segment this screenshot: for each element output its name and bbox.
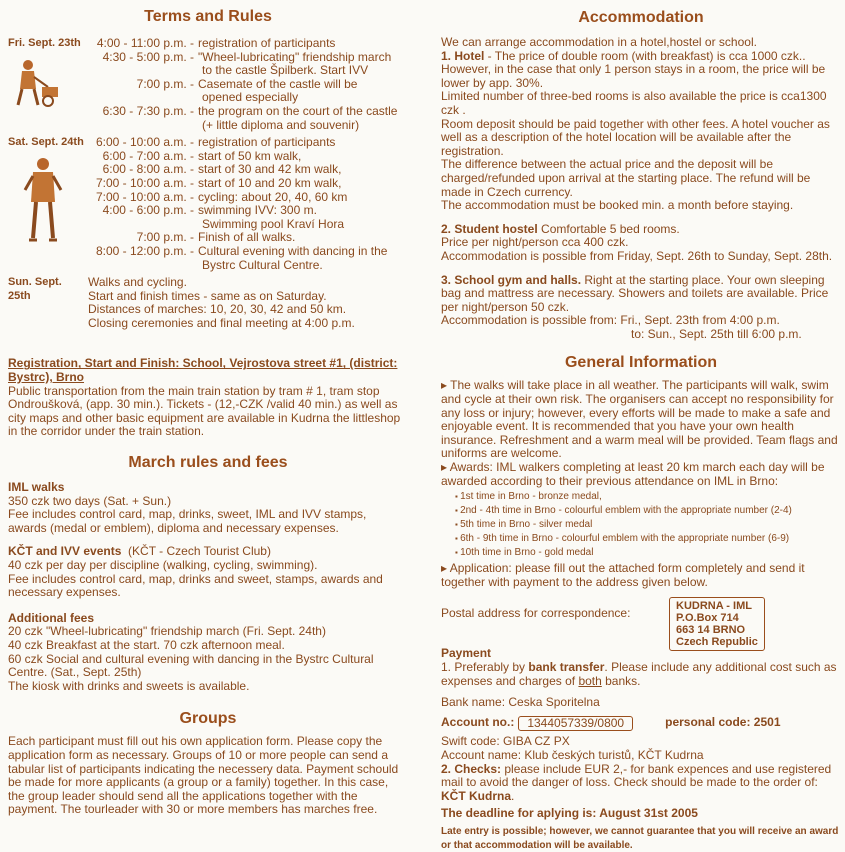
schedule-row [86,245,408,259]
swift-code: Swift code: GIBA CZ PX [441,734,570,749]
schedule-event: Cultural evening with dancing in the [198,243,388,258]
groups-title: Groups [179,710,237,728]
iml-line-1: 350 czk two days (Sat. + Sun.) [8,493,172,508]
hotel-text: - The price of double room (with breakfast) is cca 1000 czk.. However, in the case that only 1 person stays in a room, the price will be lower by app. 30%. [441,48,826,90]
school-more-1: Accommodation is possible from: Fri., Sept. 23th from 4:00 p.m. [441,313,780,328]
account-row [441,716,841,732]
schedule-event: opened especially [202,90,299,105]
sunday-line: Closing ceremonies and final meeting at 4:00 p.m. [88,315,355,330]
sunday-schedule [8,276,408,330]
saturday-rows [86,136,408,272]
schedule-row [86,163,408,177]
walker-cart-illustration [8,57,62,113]
schedule-event: registration of participants [198,36,336,50]
arrow-icon: ▸ [441,561,450,576]
schedule-event: Casemate of the castle will be [198,76,358,91]
schedule-row [86,259,408,273]
schedule-time [86,218,198,232]
schedule-time: 7:00 - 10:00 a.m. - [95,175,194,190]
terms-title: Terms and Rules [144,8,272,25]
schedule-time: 6:00 - 7:00 a.m. - [102,148,194,163]
hostel-more-1: Price per night/person cca 400 czk. [441,235,629,250]
arrow-icon: ▸ [441,378,451,393]
schedule-time: 8:00 - 12:00 p.m. - [95,243,194,258]
additional-fees-title: Additional fees [8,610,95,625]
add-line-3: 60 czk Social and cultural evening with dancing in the Bystrc Cultural Centre. (Sat., Sept. 25th) [8,651,374,680]
kct-title: KČT and IVV events [8,544,122,559]
schedule-event: Finish of all walks. [198,230,296,245]
payment-title: Payment [441,646,492,661]
right-column [441,0,841,852]
kct-line-1: 40 czk per day per discipline (walking, cycling, swimming). [8,558,318,572]
general-p2: ▸ Awards: IML walkers completing at least 20 km march each day will be awarded according to their previous attendance on IML in Brno: [441,460,825,488]
schedule-time: 6:30 - 7:30 p.m. - [102,103,194,118]
school-paragraph [441,274,841,315]
schedule-event: to the castle Špilberk. Start IVV [202,63,369,78]
award-item: ▪ 5th time in Brno - silver medal [455,518,841,532]
sunday-line: Start and finish times - same as on Saturday. [88,288,327,303]
schedule-row [86,150,408,164]
schedule-event: swimming IVV: 300 m. [198,203,317,218]
address-line: P.O.Box 714 [676,612,739,625]
address-box [669,597,765,651]
accommodation-title: Accommodation [578,9,704,26]
award-item: ▪ 2nd - 4th time in Brno - colourful emblem with the appropriate number (2-4) [455,504,841,518]
postal-label: Postal address for correspondence: [441,606,631,621]
schedule-event: "Wheel-lubricating" friendship march [198,49,392,64]
friday-rows [86,37,408,132]
schedule-row [86,64,408,78]
schedule-event: registration of participants [198,135,336,150]
dancer-illustration [16,156,70,246]
accommodation-intro: We can arrange accommodation in a hotel,hostel or school. [441,35,757,49]
kct-line-2: Fee includes control card, map, drinks and sweet, stamps, awards and necessary expenses. [8,571,383,600]
hotel-paragraph [441,50,841,91]
schedule-event: start of 10 and 20 km walk, [198,175,342,190]
hostel-more-2: Accommodation is possible from Friday, Sept. 26th to Sunday, Sept. 28th. [441,248,833,263]
schedule-time: 7:00 - 10:00 a.m. - [95,189,194,204]
saturday-label: Sat. Sept. 24th [8,136,84,149]
schedule-event: Bystrc Cultural Centre. [202,257,323,272]
registration-heading: Registration, Start and Finish: School, Vejrostova street #1, (district: Bystrc), Brno [8,356,398,385]
left-column [8,0,408,817]
payment-bank-transfer: 1. Preferably by bank transfer. Please include any additional cost such as expenses and charges of both banks. [441,660,837,688]
award-item: ▪ 6th - 9th time in Brno - colourful emblem with the appropriate number (6-9) [455,532,841,546]
schedule-row [86,204,408,218]
friday-schedule [8,37,408,132]
schedule-event: the program on the court of the castle [198,103,398,118]
schedule-time [86,91,198,105]
schedule-row [86,231,408,245]
account-label: Account no.: [441,714,515,729]
kct-heading [8,545,408,559]
general-p1: ▸ The walks will take place in all weather. The participants will walk, swim and cycle at their own risk. The organisers can accept no responsibility for any loss or injury; however, every efforts will be made to make a safe and enjoyable event. It is recommended that you have your own health insurance. Refreshment and a warm meal will be provided. Team flags and uniforms are welcome. [441,378,838,461]
march-rules-title: March rules and fees [128,454,288,472]
personal-code: personal code: 2501 [665,714,781,729]
general-info-title: General Information [564,354,718,372]
schedule-row [86,37,408,51]
schedule-event: (+ little diploma and souvenir) [202,117,360,132]
award-item: ▪ 1st time in Brno - bronze medal, [455,490,841,504]
account-number-box: 1344057339/0800 [518,716,633,732]
bank-name: Bank name: Ceska Sporitelna [441,695,600,710]
schedule-row [86,91,408,105]
sunday-label: Sun. Sept. 25th [8,276,62,302]
account-name: Account name: Klub českých turistů, KČT Kudrna [441,747,704,762]
hotel-more-4: The accommodation must be booked min. a month before staying. [441,198,794,213]
sunday-rows [88,276,408,330]
school-label: 3. School gym and halls. [441,272,582,287]
schedule-row [86,119,408,133]
schedule-time: 4:00 - 6:00 p.m. - [102,203,194,218]
address-line: KUDRNA - IML [676,600,752,613]
sunday-line: Walks and cycling. [88,275,187,290]
deadline: The deadline for aplying is: August 31st 2005 [441,806,698,821]
checks-paragraph: 2. Checks: please include EUR 2,- for bank expences and use registered mail to avoid the danger of loss. Check should be made to the order of: KČT Kudrna. [441,761,832,803]
schedule-row [86,177,408,191]
hostel-label: 2. Student hostel [441,221,538,236]
schedule-row [86,105,408,119]
schedule-time: 4:00 - 11:00 p.m. - [96,36,194,50]
add-line-4: The kiosk with drinks and sweets is available. [8,678,250,693]
iml-line-2: Fee includes control card, map, drinks, sweet, IML and IVV stamps, awards (medal or emblem), diploma and necessary expenses. [8,507,367,535]
schedule-time: 7:00 p.m. - [136,230,194,245]
registration-text: Public transportation from the main train station by tram # 1, tram stop Ondroušková, (app. 30 min.). Tickets - (12,-CZK /valid 40 min.) as well as city maps and other basic equipment are available in Kudrna the littleshop in the corridor under the train station. [8,383,401,439]
schedule-event: start of 50 km walk, [198,148,302,163]
school-text: Right at the starting place. Your own sleeping bag and mattress are necessary. Showers and toilets are available. Price per night/person 50 czk. [441,272,829,314]
schedule-event: cycling: about 20, 40, 60 km [198,189,348,204]
add-line-2: 40 czk Breakfast at the start. 70 czk afternoon meal. [8,637,285,652]
address-line: 663 14 BRNO [676,624,746,637]
saturday-schedule [8,136,408,272]
schedule-time [86,119,198,133]
schedule-time [86,259,198,273]
schedule-time [86,64,198,78]
schedule-time: 7:00 p.m. - [136,76,194,91]
school-more-2: to: Sun., Sept. 25th till 6:00 p.m. [631,326,802,341]
kct-note: (KČT - Czech Tourist Club) [128,544,271,559]
schedule-time: 4:30 - 5:00 p.m. - [102,49,194,64]
hostel-paragraph [441,223,841,237]
schedule-row [86,136,408,150]
iml-title: IML walks [8,480,65,495]
arrow-icon: ▸ [441,460,450,475]
groups-text: Each participant must fill out his own application form. Please copy the application form as necessary. Groups of 10 or more people can send a tabular list of participants indicating the necessery data. Payment schould be made for more applicants (a group or a family) together. In this case, the group leader should send all the applications together with the payment. The tourleader with 30 or more members has marches free. [8,734,399,817]
schedule-row [86,191,408,205]
hotel-more-1: Limited number of three-bed rooms is also available the price is cca1300 czk . [441,89,827,117]
postal-row [441,597,841,651]
award-item: ▪ 10th time in Brno - gold medal [455,546,841,560]
friday-label: Fri. Sept. 23th [8,37,81,49]
add-line-1: 20 czk "Wheel-lubricating" friendship march (Fri. Sept. 24th) [8,624,326,639]
late-entry: Late entry is possible; however, we cannot guarantee that you will receive an award or that accommodation will be available. [441,825,839,851]
schedule-time: 6:00 - 10:00 a.m. - [95,135,194,150]
hotel-more-2: Room deposit should be paid together with other fees. A hotel voucher as well as a description of the hotel location will be available after the registration. [441,116,830,158]
address-line: Czech Republic [676,636,758,649]
schedule-time: 6:00 - 8:00 a.m. - [102,162,194,177]
hotel-more-3: The difference between the actual price and the deposit will be charged/refunded upon arrival at the starting place. The refund will be made in Czech currency. [441,157,811,199]
sunday-line: Distances of marches: 10, 20, 30, 42 and 50 km. [88,302,347,317]
hostel-text: Comfortable 5 bed rooms. [537,221,680,236]
schedule-row [86,78,408,92]
awards-list [455,490,841,560]
schedule-event: start of 30 and 42 km walk, [198,162,342,177]
hotel-label: 1. Hotel [441,48,485,63]
general-p3: ▸ Application: please fill out the attached form completely and send it together with payment to the address given below. [441,561,805,589]
schedule-row [86,218,408,232]
schedule-event: Swimming pool Kraví Hora [202,216,345,231]
